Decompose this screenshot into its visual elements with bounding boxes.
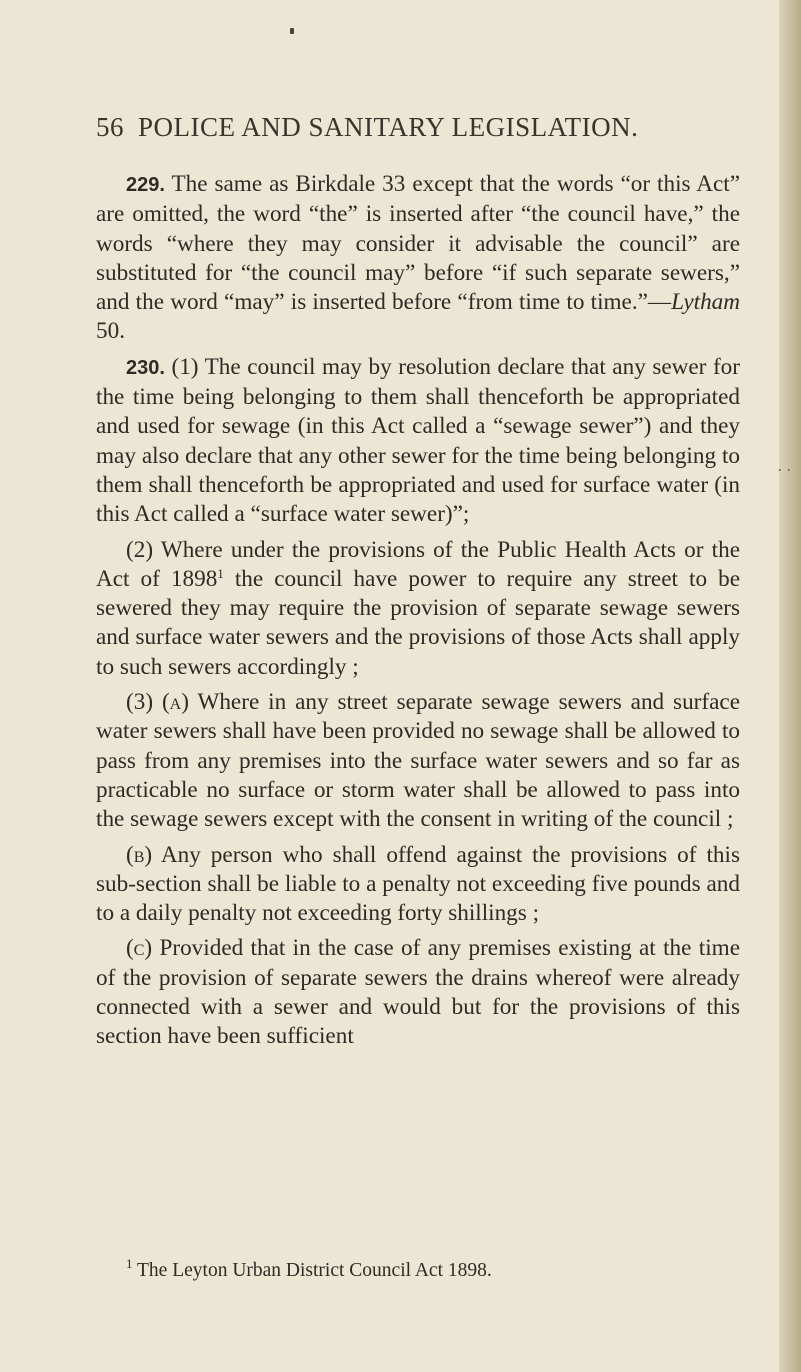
clause-label: (a) [161,689,189,716]
section-number: 230. [126,356,165,379]
clause-label: (b) [126,841,153,868]
section-text: Provided that in the case of any premises existing at the time of the provision of separate sewers the drains whereof were already connected with a sewer and would but for the provisions of this section have been sufficient [96,935,740,1050]
section-text: (2) Where under the provisions of the Public Health Acts or the Act of 1898 [96,536,740,592]
running-header [96,112,638,143]
section-text: Any person who shall offend against the provisions of this sub-section shall be liable to a penalty not exceeding five pounds and to a daily penalty not exceeding forty shillings ; [96,841,740,927]
source-reference: Lytham [671,289,740,316]
section-text: Where in any street separate sewage sewers and surface water sewers shall have been provided no sewage shall be allowed to pass from any premises into the surface water sewers and so far as practicable no surface or storm water shall be allowed to pass into the sewage sewers except with the consent in writing of the council ; [96,689,740,833]
section-230-sub-3c [96,934,740,1051]
section-230-sub-2 [96,536,740,682]
section-230-sub-1 [96,353,740,530]
footnote [96,1256,740,1283]
section-number: 229. [126,174,165,196]
body-text [96,170,740,1052]
section-230-sub-3b [96,841,740,929]
footnote-text: The Leyton Urban District Council Act 1898. [132,1260,492,1281]
page-number: 56 [96,112,124,142]
footnote-marker: 1 [217,565,224,581]
footnote-marker: 1 [126,1256,133,1271]
running-title: POLICE AND SANITARY LEGISLATION. [138,112,639,142]
page-edge [779,0,801,1372]
subsection-number: (3) [126,689,162,716]
section-229 [96,170,740,347]
clause-label: (c) [126,935,153,962]
print-mark [290,28,294,34]
section-text: the council have power to require any street to be sewered they may require the provision of separate sewage sewers and surface water sewers and the provisions of those Acts shall apply to such sewers accordingly ; [96,565,740,680]
source-reference-number: 50. [96,318,125,345]
section-text: The same as Birkdale 33 except that the words “or this Act” are omitted, the word “the” is inserted after “the council have,” the words “where they may consider it advisable the council” are substituted for “the council may” before “if such separate sewers,” and the word “may” is inserted before “from time to time.”— [96,171,740,316]
section-230-sub-3a [96,688,740,834]
section-text: (1) The council may by resolution declare that any sewer for the time being belonging to them shall thenceforth be appropriated and used for sewage (in this Act called a “sewage sewer”) and they may also declare that any other sewer for the time being belonging to them shall thenceforth be appropriated and used for surface water (in this Act called a “surface water sewer)”; [96,353,740,528]
margin-dots: . . [777,455,791,475]
